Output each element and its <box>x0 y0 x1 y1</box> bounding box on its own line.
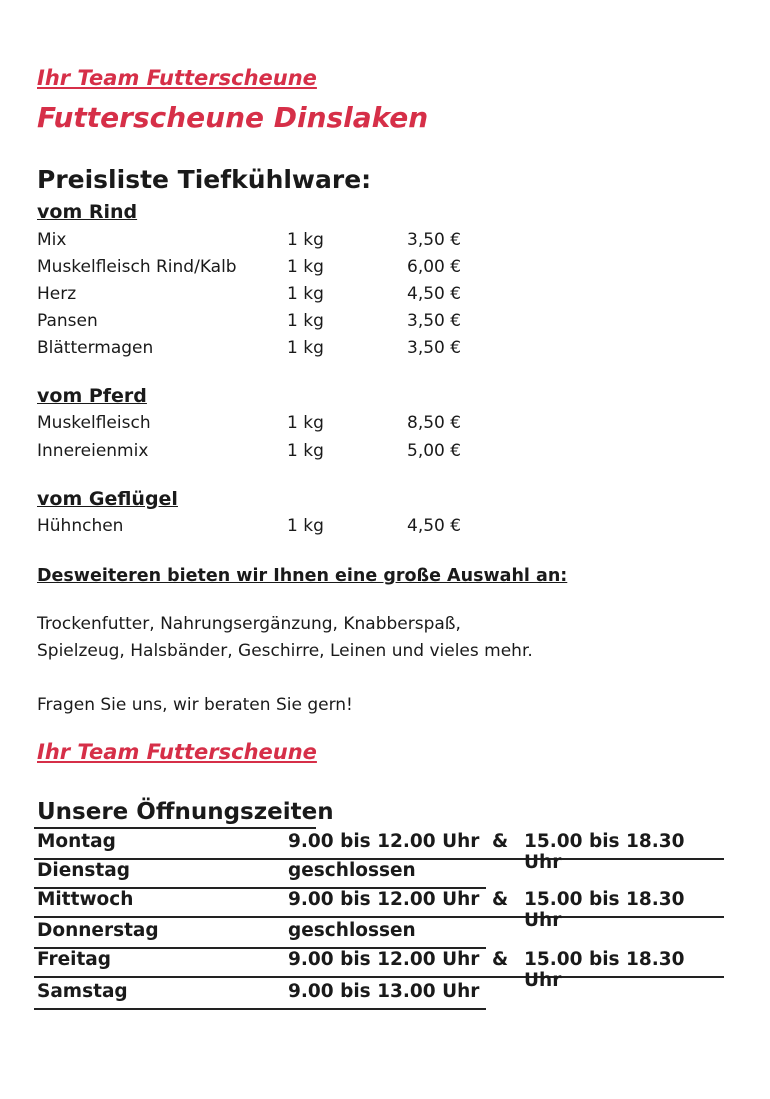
price-row <box>37 230 477 257</box>
item-price: 5,00 € <box>407 441 462 461</box>
item-quantity: 1 kg <box>287 230 324 250</box>
day-label: Mittwoch <box>37 889 134 910</box>
item-quantity: 1 kg <box>287 338 324 358</box>
price-row <box>37 338 477 365</box>
item-quantity: 1 kg <box>287 284 324 304</box>
hours-row <box>34 858 486 889</box>
item-price: 3,50 € <box>407 338 462 358</box>
price-row <box>37 441 477 468</box>
item-price: 3,50 € <box>407 230 462 250</box>
day-label: Freitag <box>37 949 112 970</box>
team-heading-bottom: Ihr Team Futterscheune <box>37 740 317 764</box>
item-price: 6,00 € <box>407 257 462 277</box>
ampersand: & <box>492 889 509 910</box>
closed-label: geschlossen <box>288 860 416 881</box>
item-name: Herz <box>37 284 77 304</box>
afternoon-hours: 15.00 bis 18.30 Uhr <box>524 949 685 991</box>
company-name: Futterscheune Dinslaken <box>37 101 429 134</box>
day-label: Dienstag <box>37 860 130 881</box>
price-row <box>37 516 477 543</box>
ampersand: & <box>492 949 509 970</box>
price-row <box>37 284 477 311</box>
morning-hours: 9.00 bis 13.00 Uhr <box>288 981 480 1002</box>
assortment-line-2: Spielzeug, Halsbänder, Geschirre, Leinen und vieles mehr. <box>37 641 533 661</box>
item-name: Innereienmix <box>37 441 149 461</box>
day-label: Donnerstag <box>37 920 159 941</box>
hours-row <box>34 979 486 1010</box>
item-name: Hühnchen <box>37 516 124 536</box>
item-name: Pansen <box>37 311 98 331</box>
price-list-title: Preisliste Tiefkühlware: <box>37 165 372 194</box>
category-gefluegel-title: vom Geflügel <box>37 488 178 510</box>
morning-hours: 9.00 bis 12.00 Uhr <box>288 949 480 970</box>
item-price: 4,50 € <box>407 516 462 536</box>
category-rind-title: vom Rind <box>37 201 138 223</box>
assortment-heading: Desweiteren bieten wir Ihnen eine große Auswahl an: <box>37 566 568 586</box>
price-row <box>37 413 477 440</box>
item-name: Blättermagen <box>37 338 154 358</box>
price-row <box>37 311 477 338</box>
item-quantity: 1 kg <box>287 257 324 277</box>
item-quantity: 1 kg <box>287 311 324 331</box>
advice-text: Fragen Sie uns, wir beraten Sie gern! <box>37 695 353 715</box>
assortment-line-1: Trockenfutter, Nahrungsergänzung, Knabberspaß, <box>37 614 461 634</box>
team-heading-top: Ihr Team Futterscheune <box>37 66 317 90</box>
item-price: 8,50 € <box>407 413 462 433</box>
category-pferd-title: vom Pferd <box>37 385 147 407</box>
item-quantity: 1 kg <box>287 413 324 433</box>
price-row <box>37 257 477 284</box>
closed-label: geschlossen <box>288 920 416 941</box>
item-price: 4,50 € <box>407 284 462 304</box>
ampersand: & <box>492 831 509 852</box>
day-label: Montag <box>37 831 116 852</box>
item-quantity: 1 kg <box>287 516 324 536</box>
hours-row <box>34 918 486 949</box>
item-quantity: 1 kg <box>287 441 324 461</box>
item-name: Muskelfleisch Rind/Kalb <box>37 257 237 277</box>
item-price: 3,50 € <box>407 311 462 331</box>
item-name: Mix <box>37 230 67 250</box>
day-label: Samstag <box>37 981 128 1002</box>
opening-hours-title: Unsere Öffnungszeiten <box>37 799 334 825</box>
hours-row <box>34 947 724 991</box>
item-name: Muskelfleisch <box>37 413 151 433</box>
afternoon-hours: 15.00 bis 18.30 Uhr <box>524 831 685 873</box>
afternoon-hours: 15.00 bis 18.30 Uhr <box>524 889 685 931</box>
morning-hours: 9.00 bis 12.00 Uhr <box>288 831 480 852</box>
morning-hours: 9.00 bis 12.00 Uhr <box>288 889 480 910</box>
